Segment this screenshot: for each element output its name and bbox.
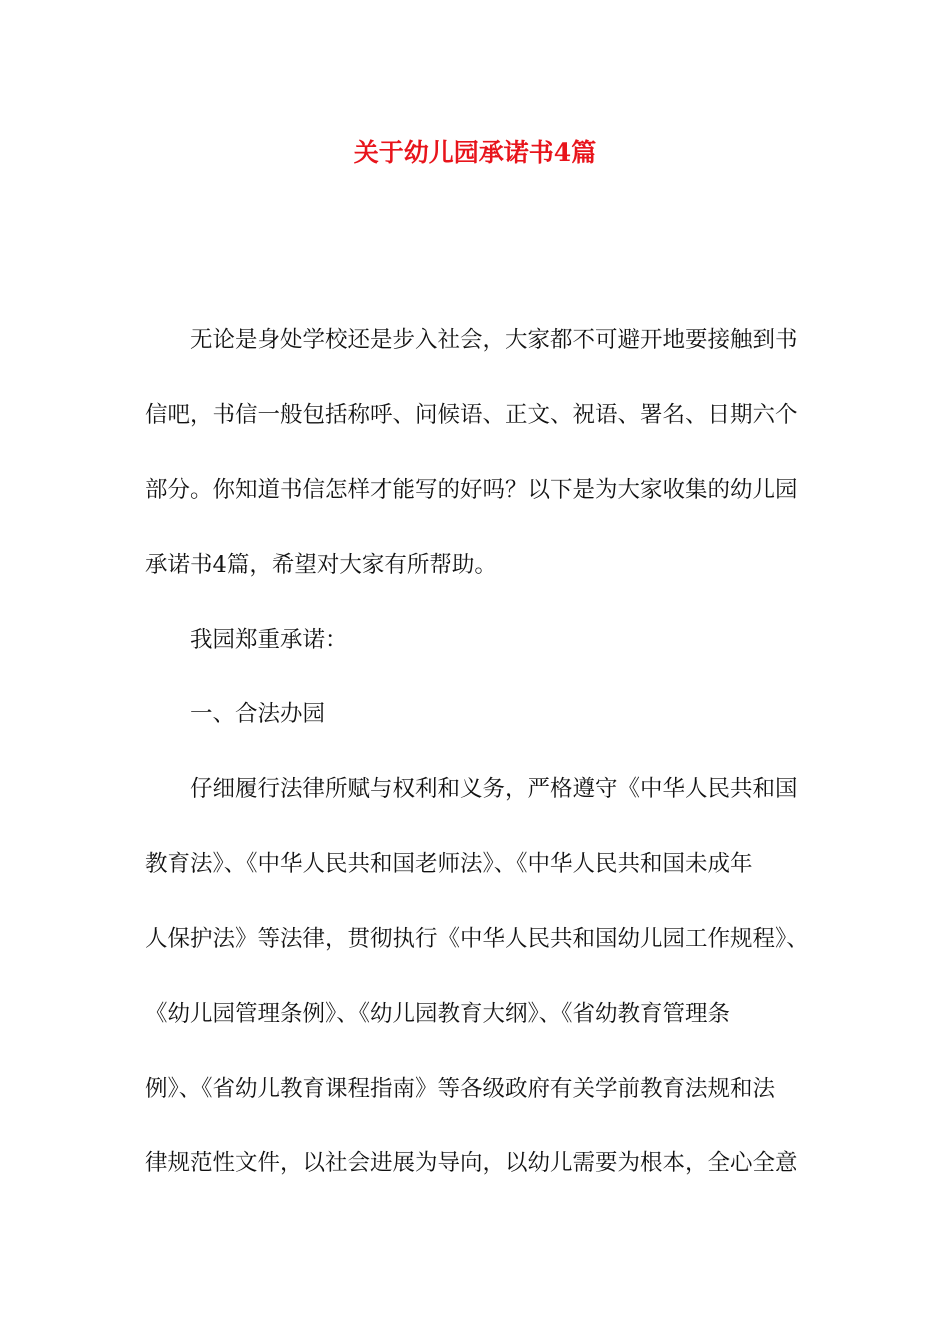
paragraph-line: 承诺书4篇，希望对大家有所帮助。 bbox=[145, 552, 497, 578]
section-heading: 一、合法办园 bbox=[190, 701, 326, 727]
document-title: 关于幼儿园承诺书4篇 bbox=[353, 138, 597, 167]
paragraph-line: 信吧，书信一般包括称呼、问候语、正文、祝语、署名、日期六个 bbox=[145, 402, 798, 428]
paragraph-line: 我园郑重承诺： bbox=[190, 627, 348, 653]
paragraph-line: 人保护法》等法律，贯彻执行《中华人民共和国幼儿园工作规程》、 bbox=[145, 926, 809, 952]
paragraph-line: 无论是身处学校还是步入社会，大家都不可避开地要接触到书 bbox=[190, 327, 798, 353]
paragraph-line: 《幼儿园管理条例》、《幼儿园教育大纲》、《省幼教育管理条 bbox=[145, 1001, 731, 1027]
paragraph-line: 例》、《省幼儿教育课程指南》等各级政府有关学前教育法规和法 bbox=[145, 1076, 776, 1102]
paragraph-line: 仔细履行法律所赋与权利和义务，严格遵守《中华人民共和国 bbox=[190, 776, 798, 802]
paragraph-line: 部分。你知道书信怎样才能写的好吗？以下是为大家收集的幼儿园 bbox=[145, 477, 798, 503]
paragraph-line: 教育法》、《中华人民共和国老师法》、《中华人民共和国未成年 bbox=[145, 851, 753, 877]
paragraph-line: 律规范性文件，以社会进展为导向，以幼儿需要为根本，全心全意 bbox=[145, 1150, 798, 1176]
